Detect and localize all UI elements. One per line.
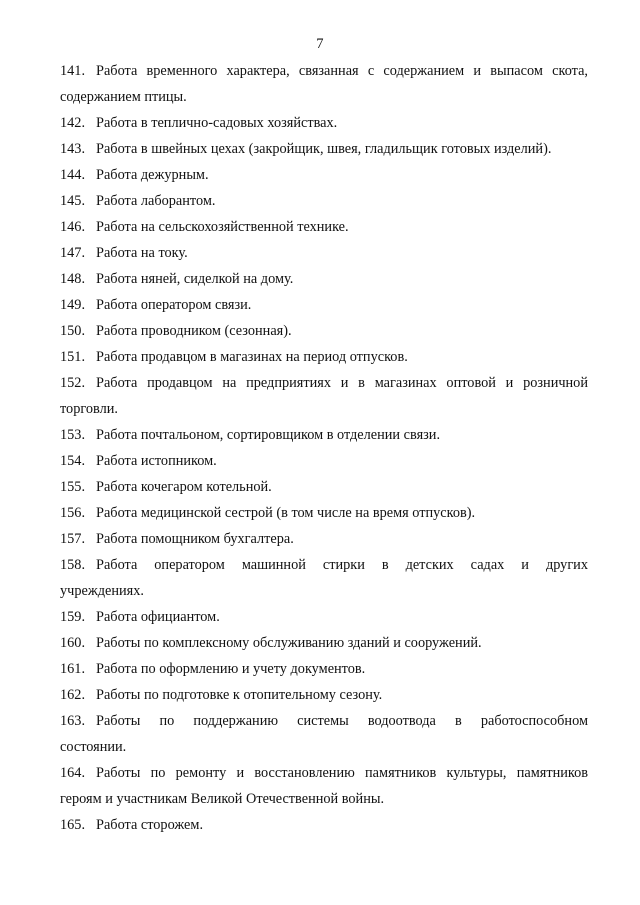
list-item xyxy=(60,500,588,526)
item-text-continued: состоянии. xyxy=(60,739,127,755)
item-text-continued: содержанием птицы. xyxy=(60,89,187,105)
list-item xyxy=(60,422,588,448)
item-text: Работы по подготовке к отопительному сезону. xyxy=(96,687,383,703)
item-number: 158. xyxy=(60,557,86,573)
item-text-continued: торговли. xyxy=(60,401,118,417)
item-number: 146. xyxy=(60,219,86,235)
item-number: 154. xyxy=(60,453,86,469)
list-item xyxy=(60,344,588,370)
item-number: 144. xyxy=(60,167,86,183)
item-text: Работа кочегаром котельной. xyxy=(96,479,272,495)
item-text: Работа оператором машинной стирки в детских садах и других xyxy=(96,557,588,573)
item-text: Работа в швейных цехах (закройщик, швея, гладильщик готовых изделий). xyxy=(96,141,552,157)
item-text: Работа официантом. xyxy=(96,609,220,625)
list-item xyxy=(60,370,588,422)
list-item xyxy=(60,240,588,266)
item-text: Работа сторожем. xyxy=(96,817,204,833)
item-number: 141. xyxy=(60,63,86,79)
item-number: 148. xyxy=(60,271,86,287)
list-item xyxy=(60,188,588,214)
item-text: Работа по оформлению и учету документов. xyxy=(96,661,366,677)
item-text: Работы по поддержанию системы водоотвода в работоспособном xyxy=(96,713,588,729)
item-text: Работа помощником бухгалтера. xyxy=(96,531,294,547)
item-number: 153. xyxy=(60,427,86,443)
item-text: Работа почтальоном, сортировщиком в отделении связи. xyxy=(96,427,441,443)
item-number: 164. xyxy=(60,765,86,781)
item-number: 150. xyxy=(60,323,86,339)
item-number: 142. xyxy=(60,115,86,131)
list-item xyxy=(60,136,588,162)
list-item xyxy=(60,292,588,318)
list-item xyxy=(60,604,588,630)
item-number: 165. xyxy=(60,817,86,833)
item-text: Работа медицинской сестрой (в том числе на время отпусков). xyxy=(96,505,476,521)
item-text: Работа истопником. xyxy=(96,453,217,469)
item-text-continued: учреждениях. xyxy=(60,583,144,599)
list-item xyxy=(60,162,588,188)
item-text: Работа временного характера, связанная с содержанием и выпасом скота, xyxy=(96,63,588,79)
item-number: 161. xyxy=(60,661,86,677)
list-item xyxy=(60,448,588,474)
item-text: Работа оператором связи. xyxy=(96,297,252,313)
item-number: 155. xyxy=(60,479,86,495)
list-item xyxy=(60,812,588,838)
item-text: Работы по ремонту и восстановлению памятников культуры, памятников xyxy=(96,765,588,781)
item-number: 145. xyxy=(60,193,86,209)
item-text: Работа на току. xyxy=(96,245,188,261)
list-item xyxy=(60,110,588,136)
list-item xyxy=(60,474,588,500)
list-item xyxy=(60,526,588,552)
item-text: Работа лаборантом. xyxy=(96,193,216,209)
item-text: Работа продавцом в магазинах на период отпусков. xyxy=(96,349,408,365)
item-text: Работа дежурным. xyxy=(96,167,209,183)
item-number: 162. xyxy=(60,687,86,703)
item-number: 149. xyxy=(60,297,86,313)
item-number: 147. xyxy=(60,245,86,261)
item-text: Работы по комплексному обслуживанию зданий и сооружений. xyxy=(96,635,482,651)
item-number: 152. xyxy=(60,375,86,391)
item-text: Работа на сельскохозяйственной технике. xyxy=(96,219,349,235)
list-item xyxy=(60,552,588,604)
list-item xyxy=(60,656,588,682)
item-number: 157. xyxy=(60,531,86,547)
list-item xyxy=(60,708,588,760)
item-number: 160. xyxy=(60,635,86,651)
item-text-continued: героям и участникам Великой Отечественной войны. xyxy=(60,791,385,807)
list-item xyxy=(60,266,588,292)
item-number: 156. xyxy=(60,505,86,521)
list-item xyxy=(60,682,588,708)
item-text: Работа продавцом на предприятиях и в магазинах оптовой и розничной xyxy=(96,375,588,391)
list-item xyxy=(60,318,588,344)
item-text: Работа в теплично-садовых хозяйствах. xyxy=(96,115,338,131)
list-item xyxy=(60,760,588,812)
list-item xyxy=(60,214,588,240)
occupation-list xyxy=(60,58,588,838)
item-number: 163. xyxy=(60,713,86,729)
page-number: 7 xyxy=(316,36,324,52)
item-text: Работа проводником (сезонная). xyxy=(96,323,292,339)
list-item xyxy=(60,58,588,110)
item-text: Работа няней, сиделкой на дому. xyxy=(96,271,294,287)
item-number: 143. xyxy=(60,141,86,157)
item-number: 159. xyxy=(60,609,86,625)
item-number: 151. xyxy=(60,349,86,365)
list-item xyxy=(60,630,588,656)
